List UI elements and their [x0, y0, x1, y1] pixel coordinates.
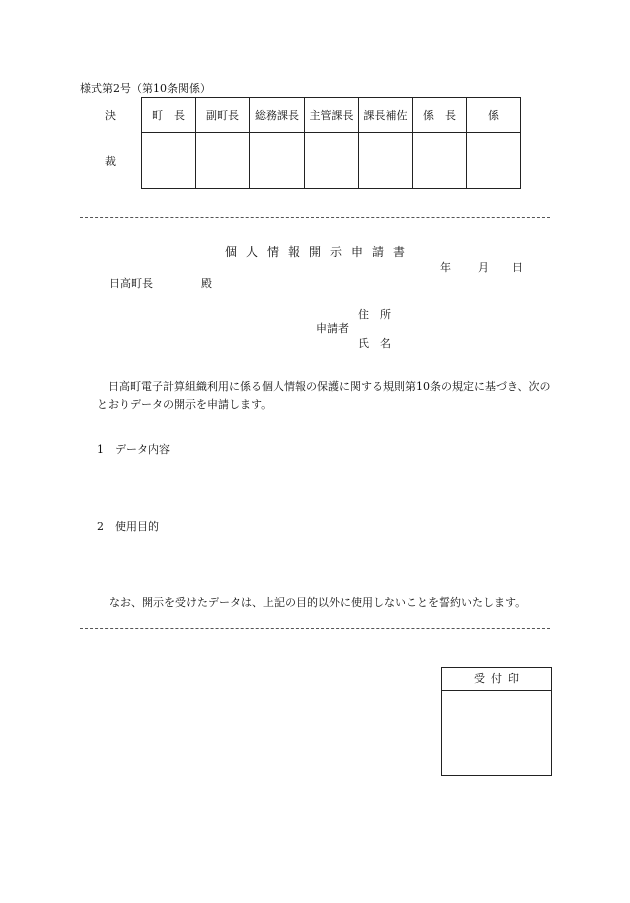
approval-header-staff: 係: [467, 98, 521, 133]
approval-stamp-cell[interactable]: [142, 133, 196, 189]
addressee-honorific: 殿: [201, 277, 212, 290]
approval-header-assistant-chief: 課長補佐: [359, 98, 413, 133]
reception-stamp-box[interactable]: [441, 667, 552, 776]
approval-table: [80, 97, 521, 189]
approval-stamp-cell[interactable]: [359, 133, 413, 189]
approval-header-responsible-chief: 主管課長: [305, 98, 359, 133]
request-statement: 日高町電子計算組織利用に係る個人情報の保護に関する規則第10条の規定に基づき、次のとおりデータの開示を申請します。: [97, 380, 551, 411]
approval-header-section-head: 係 長: [413, 98, 467, 133]
reception-stamp-title: 受付印: [442, 668, 551, 691]
approval-stamp-cell[interactable]: [196, 133, 250, 189]
approval-header-deputy-mayor: 副町長: [196, 98, 250, 133]
pledge-statement: なお、開示を受けたデータは、上記の目的以外に使用しないことを誓約いたします。: [109, 596, 527, 609]
applicant-label: 申請者: [316, 322, 349, 335]
applicant-address-label: 住 所: [358, 308, 391, 321]
approval-stamp-cell[interactable]: [467, 133, 521, 189]
date-line: [440, 259, 523, 275]
item-purpose: [97, 518, 159, 534]
item-number: 2: [97, 520, 104, 533]
approval-stamp-cell[interactable]: [305, 133, 359, 189]
item-data-content: [97, 441, 170, 457]
approval-header-mayor: 町 長: [142, 98, 196, 133]
item-label: 使用目的: [115, 520, 159, 533]
approval-side-bottom: 裁: [105, 154, 116, 168]
item-number: 1: [97, 443, 104, 456]
applicant-name-label: 氏 名: [358, 337, 391, 350]
approval-side-top: 決: [105, 109, 116, 122]
item-label: データ内容: [115, 443, 170, 456]
addressee: 日高町長: [109, 277, 153, 290]
approval-stamp-cell[interactable]: [413, 133, 467, 189]
document-title: 個人情報開示申請書: [224, 245, 414, 259]
date-month-label: 月: [478, 261, 489, 274]
date-day-label: 日: [512, 261, 523, 274]
date-year-label: 年: [440, 261, 451, 274]
dashed-divider-top: [80, 217, 550, 218]
form-number: 様式第2号（第10条関係）: [80, 82, 211, 95]
dashed-divider-bottom: [80, 628, 550, 629]
approval-stamp-cell[interactable]: [250, 133, 305, 189]
approval-header-general-affairs-chief: 総務課長: [250, 98, 305, 133]
